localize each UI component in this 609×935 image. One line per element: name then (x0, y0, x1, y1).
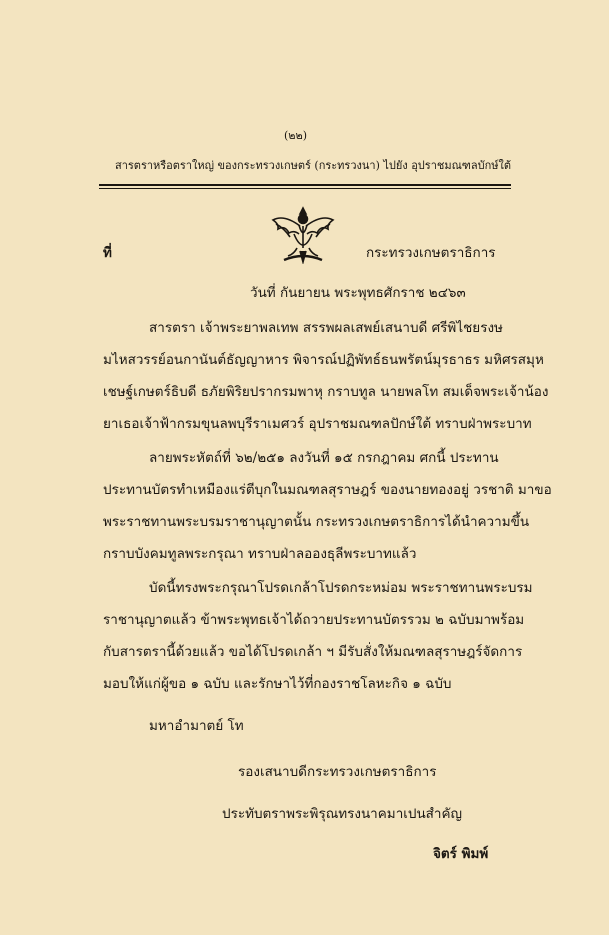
seal-note: ประทับตราพระพิรุณทรงนาคมาเปนสำคัญ (222, 806, 463, 822)
closing-rank: มหาอำมาตย์ โท (149, 718, 244, 734)
body-line: กราบบังคมทูลพระกรุณา ทราบฝ่าลอองธุลีพระบาทแล้ว (103, 546, 417, 562)
body-line: พระราชทานพระบรมราชานุญาตนั้น กระทรวงเกษตราธิการได้นำความขึ้น (103, 514, 530, 530)
body-line: ประทานบัตรทำเหมืองแร่ตีบุกในมณฑลสุราษฎร์ ของนายทองอยู่ วรชาติ มาขอ (103, 482, 552, 498)
document-header-title: สารตราหรือตราใหญ่ ของกระทรวงเกษตร์ (กระทรวงนา) ไปยัง อุปราชมณฑลบักษ์ใต้ (115, 159, 512, 172)
printer-credit: จิตร์ พิมพ์ (433, 846, 489, 862)
signatory-title: รองเสนาบดีกระทรวงเกษตราธิการ (238, 764, 437, 780)
place-label: ที่ (103, 245, 112, 261)
body-line: สารตรา เจ้าพระยาพลเทพ สรรพผลเสพย์เสนาบดี ศรีพิไชยรงษ (149, 320, 503, 336)
header-divider-top (99, 184, 511, 186)
garuda-emblem-icon (270, 204, 336, 264)
body-line: ลายพระหัตถ์ที่ ๖๒/๒๕๑ ลงวันที่ ๑๕ กรกฎาคม ศกนี้ ประทาน (149, 450, 499, 466)
body-line: ยาเธอเจ้าฟ้ากรมขุนลพบุรีราเมศวร์ อุปราชมณฑลปักษ์ใต้ ทราบฝ่าพระบาท (103, 416, 532, 432)
body-line: มอบให้แก่ผู้ขอ ๑ ฉบับ และรักษาไว้ที่กองราชโลหะกิจ ๑ ฉบับ (103, 676, 452, 692)
body-line: มไหสวรรย์อนกานันต์ธัญญาหาร พิจารณ์ปฏิพัทธ์ธนพรัตน์มุรธาธร มหิศรสมุห (103, 352, 544, 368)
body-line: กับสารตรานี้ด้วยแล้ว ขอได้โปรดเกล้า ฯ มีรับสั่งให้มณฑลสุราษฎร์จัดการ (103, 644, 523, 660)
page-number: (๒๒) (284, 129, 308, 142)
date-line: วันที่ กันยายน พระพุทธศักราช ๒๔๖๓ (250, 285, 466, 301)
header-divider-bottom (99, 188, 511, 189)
body-line: ราชานุญาตแล้ว ข้าพระพุทธเจ้าได้ถวายประทานบัตรรวม ๒ ฉบับมาพร้อม (103, 612, 525, 628)
ministry-name: กระทรวงเกษตราธิการ (366, 245, 496, 261)
body-line: บัดนี้ทรงพระกรุณาโปรดเกล้าโปรดกระหม่อม พระราชทานพระบรม (149, 580, 533, 596)
body-line: เชษฐ์เกษตร์ธิบดี ธภัยพิริยปรากรมพาหุ กราบทูล นายพลโท สมเด็จพระเจ้าน้อง (103, 384, 549, 400)
